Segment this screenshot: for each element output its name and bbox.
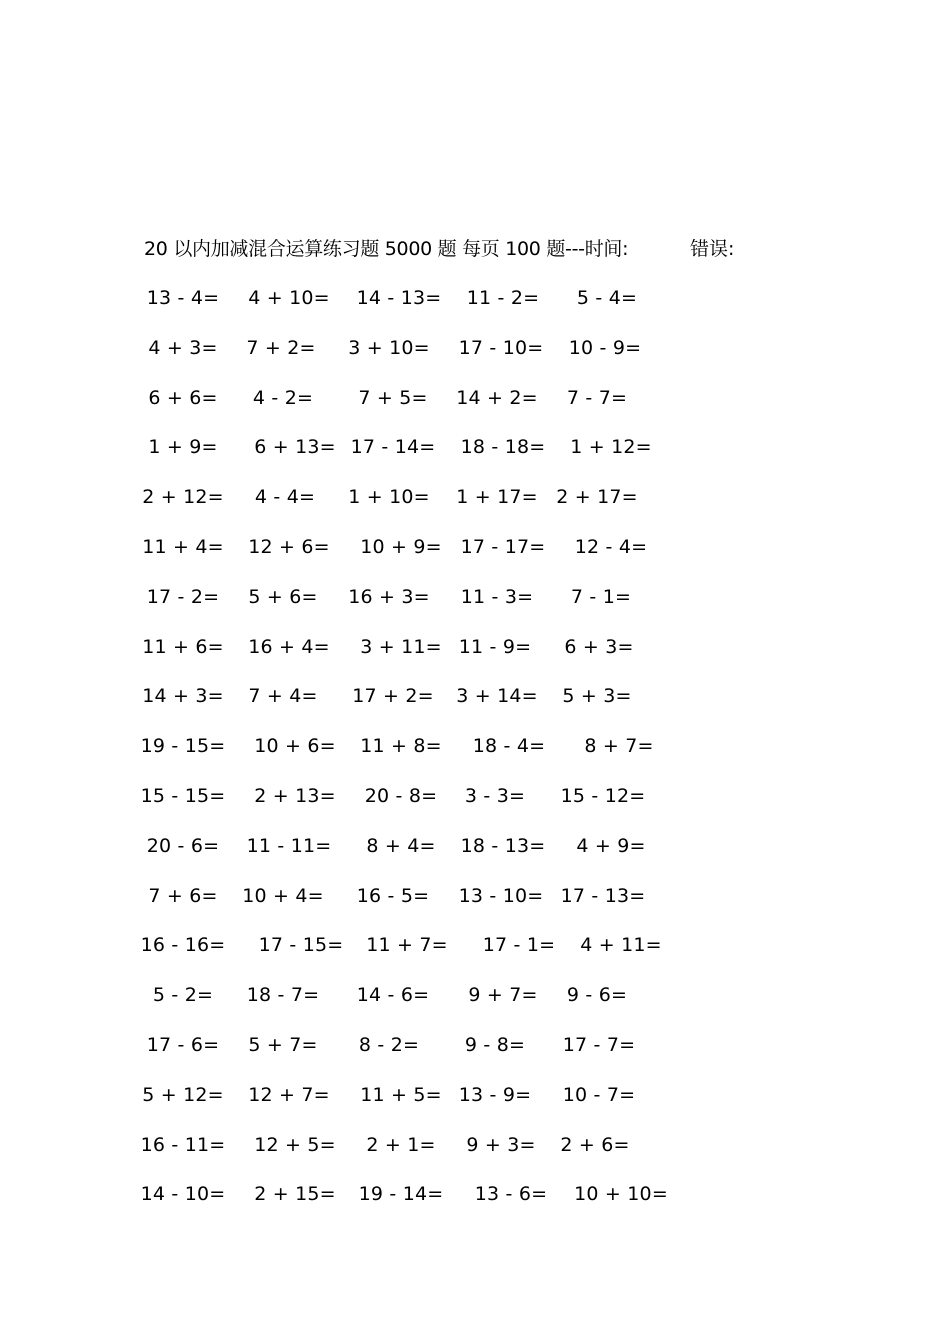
problem-cell: 20 - 8= xyxy=(364,784,438,807)
problem-cell: 12 + 7= xyxy=(248,1083,330,1106)
page-title: 20 以内加减混合运算练习题 5000 题 每页 100 题---时间: xyxy=(144,238,629,260)
problem-cell: 2 + 6= xyxy=(560,1133,630,1156)
problem-row xyxy=(140,931,700,981)
problem-cell: 14 + 3= xyxy=(142,685,224,708)
problem-cell: 9 + 7= xyxy=(468,984,538,1007)
problem-cell: 3 + 11= xyxy=(360,635,442,658)
problem-cell: 14 - 13= xyxy=(356,287,442,309)
problem-row xyxy=(140,1131,700,1181)
problem-cell: 13 - 4= xyxy=(146,287,220,309)
problem-row xyxy=(140,782,700,832)
problem-cell: 2 + 17= xyxy=(556,486,638,509)
problem-grid xyxy=(140,284,700,1230)
problem-cell: 16 - 16= xyxy=(140,934,226,957)
problem-cell: 11 + 6= xyxy=(142,635,224,658)
problem-cell: 17 - 13= xyxy=(560,884,646,907)
problem-cell: 18 - 4= xyxy=(472,735,546,758)
problem-cell: 5 + 12= xyxy=(142,1083,224,1106)
problem-row xyxy=(140,583,700,633)
problem-cell: 9 + 3= xyxy=(466,1133,536,1156)
problem-cell: 17 - 14= xyxy=(350,436,436,459)
problem-cell: 20 - 6= xyxy=(146,834,220,857)
problem-cell: 13 - 9= xyxy=(458,1083,532,1106)
problem-cell: 11 - 3= xyxy=(460,585,534,608)
problem-cell: 5 + 6= xyxy=(248,585,318,608)
problem-row xyxy=(140,433,700,483)
problem-cell: 11 + 7= xyxy=(366,934,448,957)
problem-cell: 7 + 5= xyxy=(358,386,428,409)
problem-cell: 18 - 7= xyxy=(246,984,320,1007)
problem-cell: 10 + 4= xyxy=(242,884,324,907)
problem-cell: 5 - 2= xyxy=(152,984,214,1007)
problem-cell: 8 - 2= xyxy=(358,1033,420,1056)
problem-cell: 13 - 6= xyxy=(474,1183,548,1206)
problem-cell: 7 + 4= xyxy=(248,685,318,708)
problem-cell: 3 + 14= xyxy=(456,685,538,708)
problem-cell: 2 + 15= xyxy=(254,1183,336,1206)
problem-cell: 1 + 12= xyxy=(570,436,652,459)
problem-cell: 1 + 10= xyxy=(348,486,430,509)
problem-cell: 16 - 5= xyxy=(356,884,430,907)
problem-cell: 4 + 3= xyxy=(148,336,218,359)
problem-cell: 10 + 9= xyxy=(360,535,442,558)
problem-row xyxy=(140,483,700,533)
problem-cell: 15 - 15= xyxy=(140,784,226,807)
problem-cell: 17 - 1= xyxy=(482,934,556,957)
problem-cell: 7 - 1= xyxy=(570,585,632,608)
problem-cell: 15 - 12= xyxy=(560,784,646,807)
problem-cell: 14 - 6= xyxy=(356,984,430,1007)
problem-cell: 7 - 7= xyxy=(566,386,628,409)
problem-cell: 14 - 10= xyxy=(140,1183,226,1206)
problem-cell: 13 - 10= xyxy=(458,884,544,907)
problem-row xyxy=(140,832,700,882)
problem-cell: 17 - 6= xyxy=(146,1033,220,1056)
problem-row xyxy=(140,682,700,732)
problem-row xyxy=(140,633,700,683)
problem-cell: 2 + 12= xyxy=(142,486,224,509)
problem-cell: 2 + 1= xyxy=(366,1133,436,1156)
errors-label: 错误: xyxy=(690,238,735,260)
problem-cell: 19 - 15= xyxy=(140,735,226,758)
problem-cell: 12 - 4= xyxy=(574,535,648,558)
problem-cell: 6 + 3= xyxy=(564,635,634,658)
problem-row xyxy=(140,882,700,932)
problem-cell: 5 + 3= xyxy=(562,685,632,708)
problem-cell: 17 - 15= xyxy=(258,934,344,957)
problem-cell: 10 + 10= xyxy=(574,1183,668,1206)
problem-cell: 14 + 2= xyxy=(456,386,538,409)
problem-cell: 7 + 2= xyxy=(246,336,316,359)
problem-cell: 10 - 9= xyxy=(568,336,642,359)
problem-cell: 9 - 8= xyxy=(464,1033,526,1056)
problem-row xyxy=(140,533,700,583)
problem-cell: 10 - 7= xyxy=(562,1083,636,1106)
problem-cell: 5 + 7= xyxy=(248,1033,318,1056)
problem-cell: 16 + 3= xyxy=(348,585,430,608)
problem-row xyxy=(140,1180,700,1230)
problem-cell: 8 + 4= xyxy=(366,834,436,857)
problem-cell: 17 - 10= xyxy=(458,336,544,359)
problem-cell: 4 - 4= xyxy=(254,486,316,509)
problem-row xyxy=(140,981,700,1031)
problem-cell: 17 - 7= xyxy=(562,1033,636,1056)
problem-cell: 4 + 11= xyxy=(580,934,662,957)
problem-cell: 4 - 2= xyxy=(252,386,314,409)
problem-row xyxy=(140,1031,700,1081)
problem-cell: 7 + 6= xyxy=(148,884,218,907)
problem-cell: 2 + 13= xyxy=(254,784,336,807)
problem-cell: 12 + 6= xyxy=(248,535,330,558)
problem-row xyxy=(140,1081,700,1131)
problem-cell: 17 + 2= xyxy=(352,685,434,708)
problem-cell: 8 + 7= xyxy=(584,735,654,758)
problem-cell: 16 - 11= xyxy=(140,1133,226,1156)
problem-row xyxy=(140,384,700,434)
problem-cell: 4 + 9= xyxy=(576,834,646,857)
problem-cell: 17 - 17= xyxy=(460,535,546,558)
problem-cell: 11 - 11= xyxy=(246,834,332,857)
problem-cell: 11 + 5= xyxy=(360,1083,442,1106)
problem-cell: 6 + 13= xyxy=(254,436,336,459)
problem-cell: 16 + 4= xyxy=(248,635,330,658)
problem-cell: 3 + 10= xyxy=(348,336,430,359)
problem-cell: 11 + 4= xyxy=(142,535,224,558)
problem-cell: 11 + 8= xyxy=(360,735,442,758)
problem-cell: 5 - 4= xyxy=(576,287,638,309)
problem-cell: 12 + 5= xyxy=(254,1133,336,1156)
problem-row xyxy=(140,334,700,384)
problem-cell: 9 - 6= xyxy=(566,984,628,1007)
problem-cell: 19 - 14= xyxy=(358,1183,444,1206)
problem-cell: 6 + 6= xyxy=(148,386,218,409)
problem-cell: 18 - 13= xyxy=(460,834,546,857)
problem-cell: 4 + 10= xyxy=(248,287,330,309)
problem-row xyxy=(140,732,700,782)
problem-cell: 3 - 3= xyxy=(464,784,526,807)
problem-cell: 1 + 9= xyxy=(148,436,218,459)
problem-cell: 18 - 18= xyxy=(460,436,546,459)
problem-cell: 17 - 2= xyxy=(146,585,220,608)
problem-cell: 1 + 17= xyxy=(456,486,538,509)
problem-cell: 10 + 6= xyxy=(254,735,336,758)
problem-cell: 11 - 2= xyxy=(466,287,540,309)
problem-row xyxy=(140,284,700,334)
problem-cell: 11 - 9= xyxy=(458,635,532,658)
